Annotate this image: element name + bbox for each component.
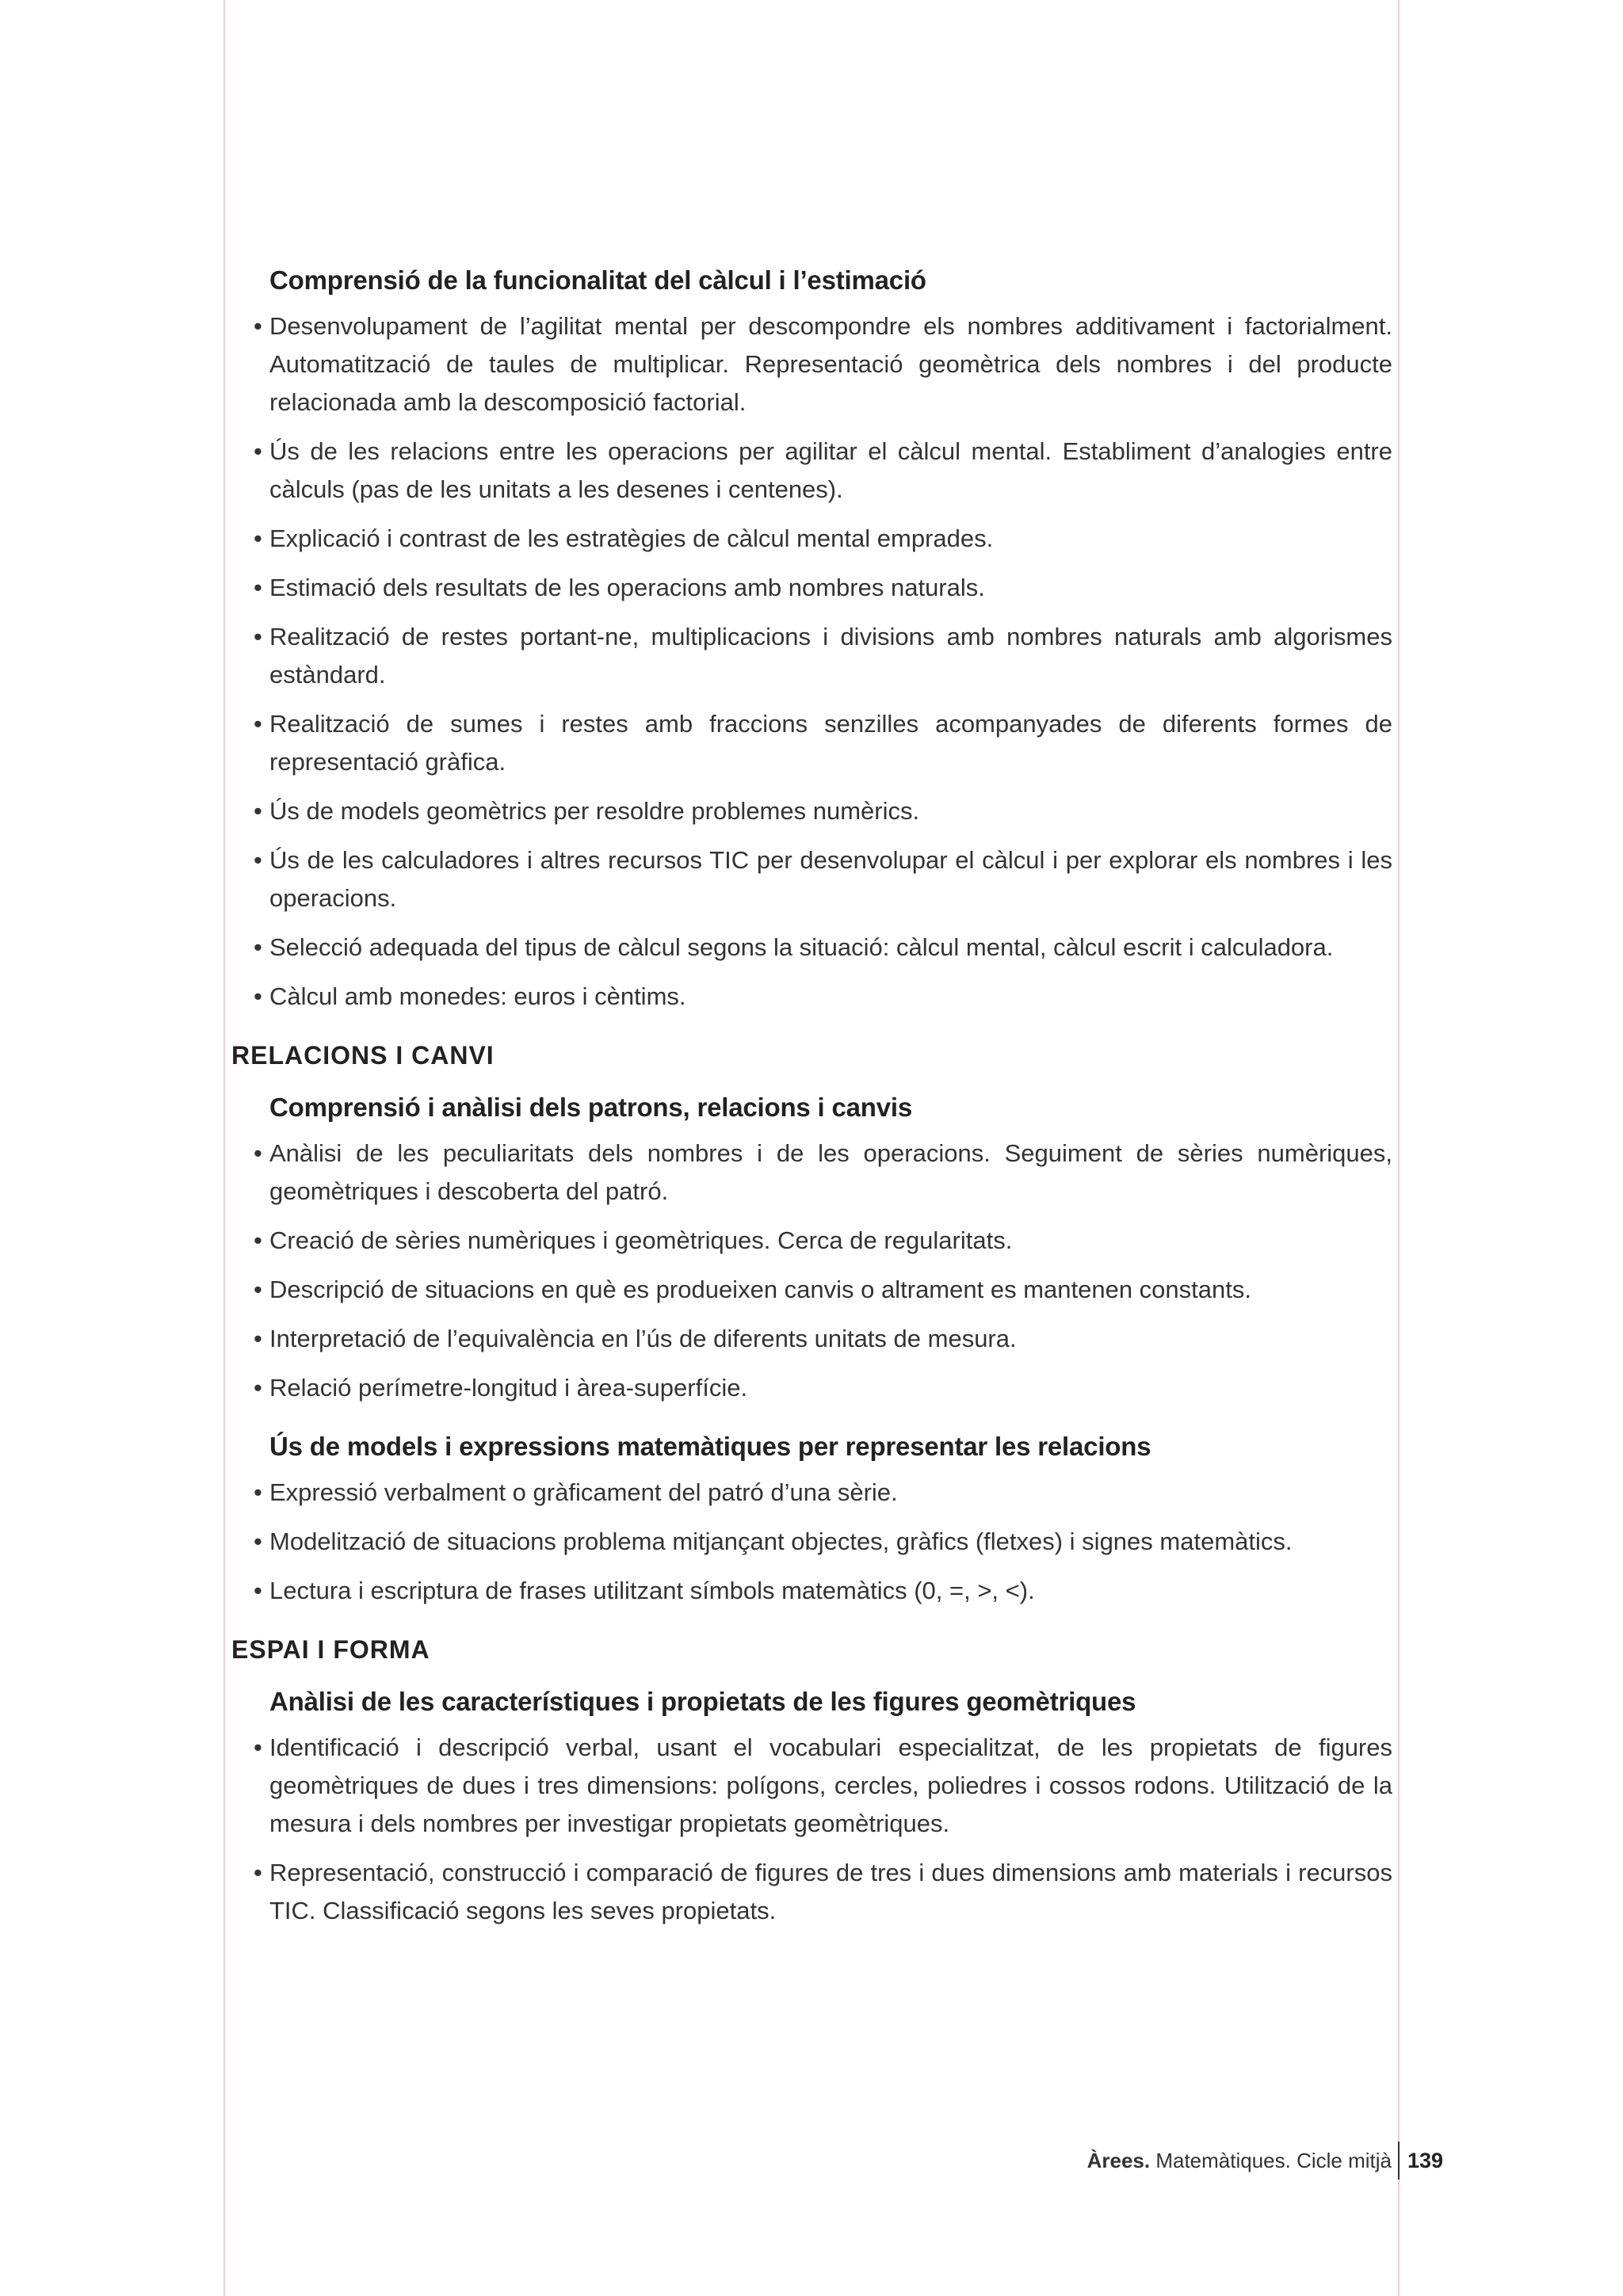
list-item: • Desenvolupament de l’agilitat mental per descompondre els nombres additivament i factorialment. Automatització de taules de multiplicar. Representació geomètrica dels nombres i del producte relacionada amb la descomposició factorial. bbox=[231, 307, 1392, 421]
list-patrons-relacions bbox=[231, 1135, 1392, 1407]
subheading-models-expressions: Ús de models i expressions matemàtiques per representar les relacions bbox=[269, 1432, 1151, 1461]
list-calcul-estimacio bbox=[231, 307, 1392, 1016]
footer-area-label: Àrees. bbox=[1086, 2149, 1151, 2172]
subheading-calcul-estimacio: Comprensió de la funcionalitat del càlcul i l’estimació bbox=[269, 265, 926, 295]
right-margin-line bbox=[1398, 0, 1400, 2296]
left-margin-line bbox=[223, 0, 225, 2296]
page-content bbox=[231, 261, 1392, 1951]
list-item: • Creació de sèries numèriques i geomètriques. Cerca de regularitats. bbox=[231, 1222, 1392, 1260]
list-item: • Ús de les relacions entre les operacions per agilitar el càlcul mental. Establiment d’analogies entre càlculs (pas de les unitats a les desenes i centenes). bbox=[231, 433, 1392, 509]
list-models-expressions bbox=[231, 1474, 1392, 1610]
subheading-patrons-relacions: Comprensió i anàlisi dels patrons, relacions i canvis bbox=[269, 1093, 913, 1122]
list-item: • Modelització de situacions problema mitjançant objectes, gràfics (fletxes) i signes matemàtics. bbox=[231, 1523, 1392, 1561]
list-item: • Anàlisi de les peculiaritats dels nombres i de les operacions. Seguiment de sèries numèriques, geomètriques i descoberta del patró. bbox=[231, 1135, 1392, 1211]
section-heading-relacions-canvi: RELACIONS I CANVI bbox=[231, 1041, 495, 1070]
footer-subject: Matemàtiques. Cicle mitjà bbox=[1155, 2149, 1392, 2172]
list-item: • Realització de sumes i restes amb fraccions senzilles acompanyades de diferents formes de representació gràfica. bbox=[231, 705, 1392, 781]
list-item: • Interpretació de l’equivalència en l’ús de diferents unitats de mesura. bbox=[231, 1320, 1392, 1358]
list-item: • Estimació dels resultats de les operacions amb nombres naturals. bbox=[231, 569, 1392, 607]
list-item: • Selecció adequada del tipus de càlcul segons la situació: càlcul mental, càlcul escrit i calculadora. bbox=[231, 929, 1392, 967]
list-item: • Representació, construcció i comparació de figures de tres i dues dimensions amb materials i recursos TIC. Classificació segons les seves propietats. bbox=[231, 1854, 1392, 1930]
list-item: • Ús de models geomètrics per resoldre problemes numèrics. bbox=[231, 792, 1392, 830]
page-number: 139 bbox=[1407, 2149, 1444, 2172]
section-heading-espai-forma: ESPAI I FORMA bbox=[231, 1635, 430, 1664]
list-item: • Explicació i contrast de les estratègies de càlcul mental emprades. bbox=[231, 520, 1392, 558]
list-item: • Expressió verbalment o gràficament del patró d’una sèrie. bbox=[231, 1474, 1392, 1512]
page-footer bbox=[0, 2142, 1623, 2180]
list-item: • Descripció de situacions en què es produeixen canvis o altrament es mantenen constants. bbox=[231, 1271, 1392, 1309]
list-item: • Realització de restes portant-ne, multiplicacions i divisions amb nombres naturals amb algorismes estàndard. bbox=[231, 618, 1392, 694]
footer-separator bbox=[1398, 2142, 1400, 2180]
list-figures-geometriques bbox=[231, 1729, 1392, 1930]
running-footer bbox=[1087, 2142, 1392, 2180]
list-item: • Identificació i descripció verbal, usant el vocabulari especialitzat, de les propietats de figures geomètriques de dues i tres dimensions: polígons, cercles, poliedres i cossos rodons. Utilització de la mesura i dels nombres per investigar propietats geomètriques. bbox=[231, 1729, 1392, 1843]
list-item: • Lectura i escriptura de frases utilitzant símbols matemàtics (0, =, >, <). bbox=[231, 1572, 1392, 1610]
list-item: • Ús de les calculadores i altres recursos TIC per desenvolupar el càlcul i per explorar els nombres i les operacions. bbox=[231, 841, 1392, 917]
list-item: • Relació perímetre-longitud i àrea-superfície. bbox=[231, 1369, 1392, 1407]
list-item: • Càlcul amb monedes: euros i cèntims. bbox=[231, 978, 1392, 1016]
subheading-figures-geometriques: Anàlisi de les característiques i propietats de les figures geomètriques bbox=[269, 1687, 1136, 1716]
